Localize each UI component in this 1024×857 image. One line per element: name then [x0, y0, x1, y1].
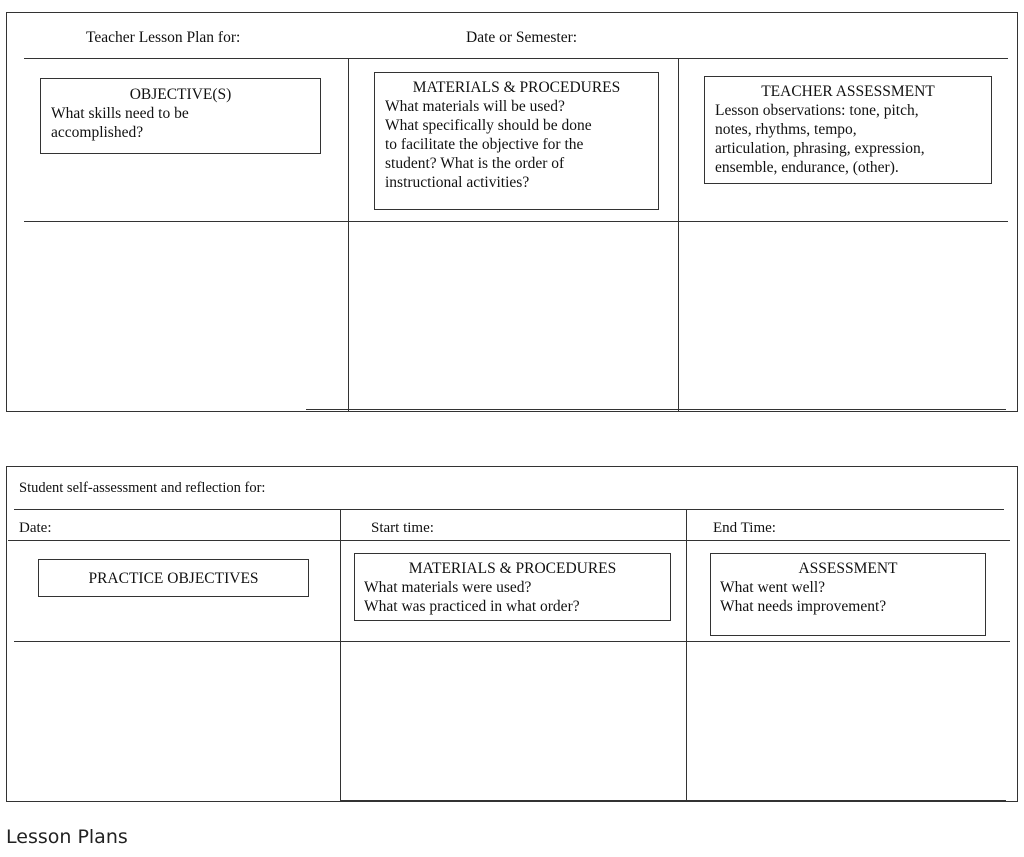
teacher-assessment-box	[704, 76, 992, 184]
materials-line: What specifically should be done	[385, 117, 592, 134]
student-assessment-line: What went well?	[720, 579, 826, 596]
date-label: Date:	[19, 520, 52, 536]
teacher-plan-label: Teacher Lesson Plan for:	[86, 29, 241, 46]
objective-title: OBJECTIVE(S)	[129, 86, 232, 103]
student-bottom-rule	[340, 800, 1006, 801]
teacher-col-divider-2	[678, 58, 679, 411]
student-materials-box	[354, 553, 671, 621]
objective-line: What skills need to be	[51, 105, 189, 122]
teacher-col-divider-1	[348, 58, 349, 411]
student-row-divider	[14, 641, 1010, 642]
materials-title: MATERIALS & PROCEDURES	[412, 79, 621, 96]
materials-procedures-box	[374, 72, 659, 210]
student-col-divider-1	[340, 510, 341, 801]
student-materials-line: What was practiced in what order?	[364, 598, 580, 615]
student-assessment-title: ASSESSMENT	[798, 560, 898, 577]
teacher-assessment-title: TEACHER ASSESSMENT	[761, 83, 935, 100]
figure-caption: Lesson Plans	[6, 826, 128, 848]
student-header-divider	[14, 509, 1004, 510]
materials-line: student? What is the order of	[385, 155, 565, 172]
date-semester-label: Date or Semester:	[466, 29, 578, 46]
objective-line: accomplished?	[51, 124, 144, 141]
teacher-assessment-line: Lesson observations: tone, pitch,	[715, 102, 919, 119]
teacher-header-divider	[24, 58, 1008, 59]
start-time-label: Start time:	[371, 520, 434, 536]
teacher-assessment-line: articulation, phrasing, expression,	[715, 140, 925, 157]
student-reflection-label: Student self-assessment and reflection for:	[19, 480, 266, 496]
student-materials-line: What materials were used?	[364, 579, 532, 596]
materials-line: instructional activities?	[385, 174, 530, 191]
student-assessment-box	[710, 553, 986, 636]
student-assessment-line: What needs improvement?	[720, 598, 887, 615]
teacher-row-divider	[24, 221, 1008, 222]
objective-box	[40, 78, 321, 154]
practice-objectives-title: PRACTICE OBJECTIVES	[88, 570, 259, 587]
end-time-label: End Time:	[713, 520, 776, 536]
teacher-assessment-line: notes, rhythms, tempo,	[715, 121, 857, 138]
materials-line: to facilitate the objective for the	[385, 136, 584, 153]
teacher-bottom-rule	[306, 409, 1006, 410]
student-subheader-divider	[8, 540, 1010, 541]
materials-line: What materials will be used?	[385, 98, 565, 115]
student-materials-title: MATERIALS & PROCEDURES	[408, 560, 617, 577]
teacher-assessment-line: ensemble, endurance, (other).	[715, 159, 899, 176]
practice-objectives-box	[38, 559, 309, 597]
student-col-divider-2	[686, 510, 687, 801]
